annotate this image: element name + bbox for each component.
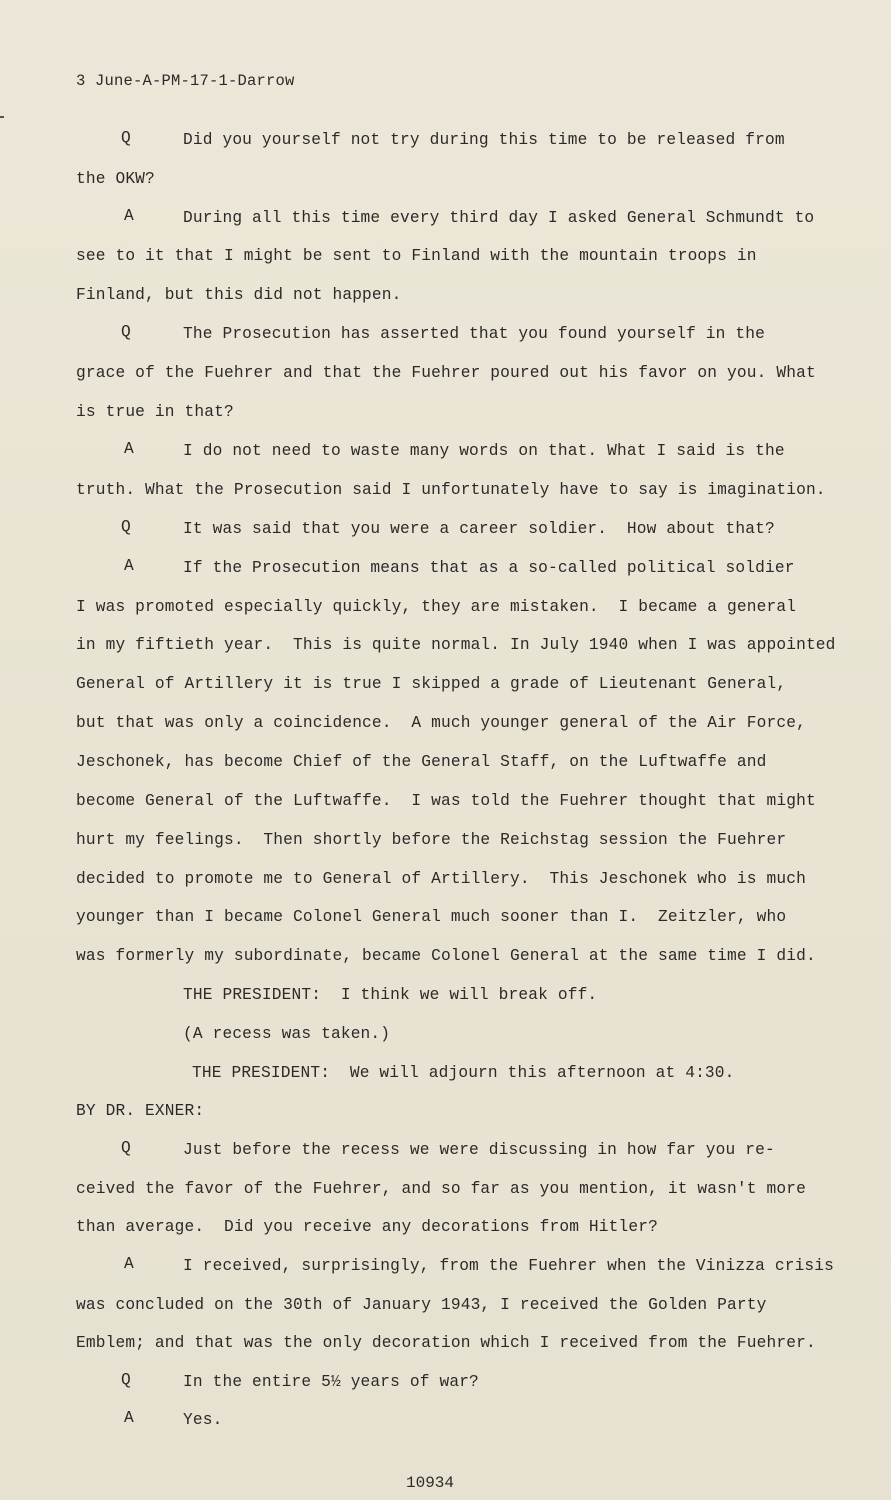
- speaker-label: Q: [121, 129, 131, 147]
- text-line: The Prosecution has asserted that you found yourself in the: [183, 325, 765, 343]
- speaker-label: A: [124, 207, 134, 225]
- text-line: THE PRESIDENT: We will adjourn this afternoon at 4:30.: [192, 1064, 735, 1082]
- text-line: Did you yourself not try during this time to be released from: [183, 131, 785, 149]
- document-header: 3 June-A-PM-17-1-Darrow: [76, 72, 295, 90]
- text-line: the OKW?: [76, 170, 155, 188]
- page-number: 10934: [406, 1474, 455, 1492]
- text-line: I received, surprisingly, from the Fuehrer when the Vinizza crisis: [183, 1257, 835, 1275]
- speaker-label: A: [124, 1409, 134, 1427]
- text-line: grace of the Fuehrer and that the Fuehrer poured out his favor on you. What: [76, 364, 816, 382]
- text-line: Emblem; and that was the only decoration which I received from the Fuehrer.: [76, 1334, 816, 1352]
- text-line: I do not need to waste many words on that. What I said is the: [183, 442, 785, 460]
- text-line: in my fiftieth year. This is quite normal. In July 1940 when I was appointed: [76, 636, 836, 654]
- speaker-label: A: [124, 557, 134, 575]
- text-line: (A recess was taken.): [183, 1025, 391, 1043]
- text-line: General of Artillery it is true I skipped a grade of Lieutenant General,: [76, 675, 787, 693]
- text-line: If the Prosecution means that as a so-called political soldier: [183, 559, 795, 577]
- text-line: It was said that you were a career soldier. How about that?: [183, 520, 775, 538]
- text-line: become General of the Luftwaffe. I was told the Fuehrer thought that might: [76, 792, 816, 810]
- speaker-label: A: [124, 1255, 134, 1273]
- margin-mark: [0, 116, 4, 118]
- speaker-label: Q: [121, 1139, 131, 1157]
- text-line: In the entire 5½ years of war?: [183, 1373, 479, 1391]
- text-line: During all this time every third day I asked General Schmundt to: [183, 209, 815, 227]
- speaker-label: Q: [121, 518, 131, 536]
- text-line: see to it that I might be sent to Finland with the mountain troops in: [76, 247, 757, 265]
- text-line: Yes.: [183, 1411, 223, 1429]
- text-line: ceived the favor of the Fuehrer, and so far as you mention, it wasn't more: [76, 1180, 806, 1198]
- text-line: hurt my feelings. Then shortly before the Reichstag session the Fuehrer: [76, 831, 787, 849]
- text-line: decided to promote me to General of Artillery. This Jeschonek who is much: [76, 870, 806, 888]
- text-line: truth. What the Prosecution said I unfortunately have to say is imagination.: [76, 481, 826, 499]
- text-line: but that was only a coincidence. A much younger general of the Air Force,: [76, 714, 806, 732]
- text-line: THE PRESIDENT: I think we will break off.: [183, 986, 598, 1004]
- text-line: BY DR. EXNER:: [76, 1102, 205, 1120]
- text-line: was formerly my subordinate, became Colonel General at the same time I did.: [76, 947, 816, 965]
- speaker-label: Q: [121, 1371, 131, 1389]
- text-line: was concluded on the 30th of January 1943, I received the Golden Party: [76, 1296, 767, 1314]
- text-line: is true in that?: [76, 403, 234, 421]
- text-line: Finland, but this did not happen.: [76, 286, 402, 304]
- text-line: Just before the recess we were discussing in how far you re-: [183, 1141, 775, 1159]
- text-line: younger than I became Colonel General much sooner than I. Zeitzler, who: [76, 908, 787, 926]
- speaker-label: A: [124, 440, 134, 458]
- speaker-label: Q: [121, 323, 131, 341]
- text-line: than average. Did you receive any decorations from Hitler?: [76, 1218, 658, 1236]
- text-line: I was promoted especially quickly, they are mistaken. I became a general: [76, 598, 797, 616]
- text-line: Jeschonek, has become Chief of the General Staff, on the Luftwaffe and: [76, 753, 767, 771]
